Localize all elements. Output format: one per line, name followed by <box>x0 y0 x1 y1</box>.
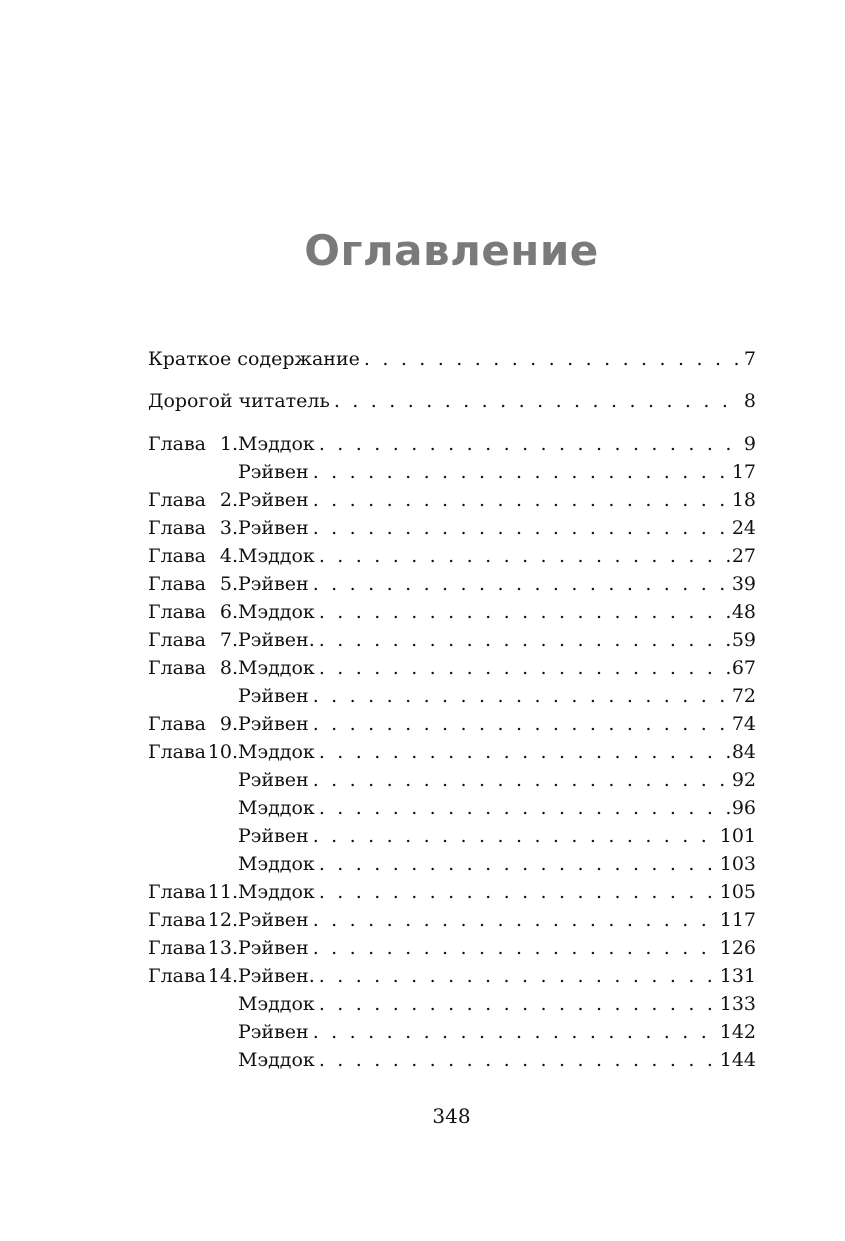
toc-entry-page: 105 <box>719 881 756 903</box>
chapter-number: 5. <box>219 573 238 595</box>
chapter-label <box>148 962 238 990</box>
chapter-number: 4. <box>219 545 238 567</box>
chapter-number: 1. <box>219 433 238 455</box>
toc-entry-title: Краткое содержание <box>148 348 360 370</box>
dot-leader <box>313 486 730 514</box>
toc-entry-title: Рэйвен <box>238 461 309 483</box>
toc-entry[interactable] <box>148 626 756 654</box>
chapter-label <box>148 542 238 570</box>
dot-leader <box>319 990 718 1018</box>
toc-entry-page: 8 <box>743 390 756 412</box>
toc-entry-title: Рэйвен <box>238 517 309 539</box>
chapter-number: 11. <box>207 881 238 903</box>
chapter-number: 10. <box>207 741 238 763</box>
toc-entry[interactable] <box>148 598 756 626</box>
toc-entry-title: Мэддок <box>238 1049 315 1071</box>
toc-entry-page: 17 <box>731 461 756 483</box>
chapter-number: 3. <box>219 517 238 539</box>
toc-entry-page: 101 <box>719 825 756 847</box>
toc-entry-title: Рэйвен. <box>238 965 315 987</box>
toc-entry[interactable] <box>148 458 756 486</box>
toc-entry-title: Мэддок <box>238 993 315 1015</box>
chapter-word: Глава <box>148 965 207 987</box>
toc-entry-page: 103 <box>719 853 756 875</box>
chapter-label <box>148 794 238 822</box>
toc-entry-title: Рэйвен <box>238 1021 309 1043</box>
dot-leader <box>334 386 742 416</box>
toc-entry[interactable] <box>148 766 756 794</box>
toc-entry-page: 131 <box>719 965 756 987</box>
dot-leader <box>313 766 730 794</box>
chapter-word: Глава <box>148 713 207 735</box>
chapter-number: 6. <box>219 601 238 623</box>
toc-entry-title: Мэддок <box>238 545 315 567</box>
toc-entry[interactable] <box>148 878 756 906</box>
chapter-number: 7. <box>219 629 238 651</box>
toc-entry-page: 48 <box>731 601 756 623</box>
dot-leader <box>319 430 742 458</box>
toc-entry-page: 84 <box>731 741 756 763</box>
chapter-word: Глава <box>148 489 207 511</box>
toc-entry-page: 27 <box>731 545 756 567</box>
toc-entry-title: Рэйвен <box>238 489 309 511</box>
chapter-word: Глава <box>148 629 207 651</box>
chapter-number: 12. <box>207 909 238 931</box>
toc-entry-page: 24 <box>731 517 756 539</box>
dot-leader <box>313 934 718 962</box>
chapter-label <box>148 570 238 598</box>
chapter-label <box>148 514 238 542</box>
toc-entry-title: Рэйвен <box>238 713 309 735</box>
chapter-word: Глава <box>148 881 207 903</box>
toc-entry-page: 72 <box>731 685 756 707</box>
toc-entry[interactable] <box>148 486 756 514</box>
toc-entry-title: Рэйвен <box>238 769 309 791</box>
chapter-label <box>148 822 238 850</box>
chapter-number: 8. <box>219 657 238 679</box>
dot-leader <box>319 850 718 878</box>
toc-entry-page: 144 <box>719 1049 756 1071</box>
chapter-label <box>148 1018 238 1046</box>
chapter-label <box>148 850 238 878</box>
chapter-word: Глава <box>148 909 207 931</box>
toc-entry-page: 142 <box>719 1021 756 1043</box>
toc-entry-page: 7 <box>743 348 756 370</box>
toc-entry[interactable] <box>148 934 756 962</box>
toc-entry-page: 96 <box>731 797 756 819</box>
toc-entry-page: 9 <box>743 433 756 455</box>
chapter-word: Глава <box>148 517 207 539</box>
chapter-word: Глава <box>148 545 207 567</box>
toc-entry[interactable] <box>148 990 756 1018</box>
dot-leader <box>319 1046 718 1074</box>
toc-entry-title: Мэддок <box>238 741 315 763</box>
chapter-label <box>148 934 238 962</box>
toc-entry-title: Мэддок <box>238 853 315 875</box>
page-number: 348 <box>432 1104 471 1128</box>
toc-entry-title: Рэйвен <box>238 685 309 707</box>
chapter-number: 14. <box>207 965 238 987</box>
chapter-label <box>148 682 238 710</box>
toc-entry[interactable] <box>148 738 756 766</box>
toc-entry[interactable] <box>148 822 756 850</box>
toc-entry-page: 39 <box>731 573 756 595</box>
chapter-word: Глава <box>148 573 207 595</box>
chapter-label <box>148 766 238 794</box>
dot-leader <box>319 626 730 654</box>
toc-entry-page: 59 <box>731 629 756 651</box>
chapter-label <box>148 430 238 458</box>
dot-leader <box>313 682 730 710</box>
chapter-label <box>148 654 238 682</box>
chapter-label <box>148 906 238 934</box>
toc-entry-title: Дорогой читатель <box>148 390 330 412</box>
chapter-label <box>148 710 238 738</box>
chapter-word: Глава <box>148 601 207 623</box>
chapter-word: Глава <box>148 741 207 763</box>
chapter-word: Глава <box>148 433 207 455</box>
toc-entry-title: Мэддок <box>238 657 315 679</box>
toc-entry[interactable] <box>148 344 756 374</box>
dot-leader <box>364 344 742 374</box>
chapter-label <box>148 626 238 654</box>
page-title: Оглавление <box>304 226 599 275</box>
chapter-label <box>148 878 238 906</box>
dot-leader <box>313 514 730 542</box>
toc-entry-title: Рэйвен <box>238 937 309 959</box>
toc-entry-title: Рэйвен <box>238 909 309 931</box>
toc-entry-title: Мэддок <box>238 881 315 903</box>
toc-entry[interactable] <box>148 850 756 878</box>
chapter-label <box>148 1046 238 1074</box>
toc-entry[interactable] <box>148 1046 756 1074</box>
toc-entry[interactable] <box>148 962 756 990</box>
toc-entry-title: Мэддок <box>238 797 315 819</box>
chapter-word: Глава <box>148 937 207 959</box>
toc-entry-page: 133 <box>719 993 756 1015</box>
toc-entry[interactable] <box>148 430 756 458</box>
toc-entry-page: 92 <box>731 769 756 791</box>
toc-entry[interactable] <box>148 386 756 416</box>
dot-leader <box>319 738 730 766</box>
toc-entry[interactable] <box>148 1018 756 1046</box>
dot-leader <box>319 598 730 626</box>
dot-leader <box>319 962 718 990</box>
toc-entry-page: 126 <box>719 937 756 959</box>
toc-entry-title: Мэддок <box>238 433 315 455</box>
toc-entry[interactable] <box>148 710 756 738</box>
chapter-label <box>148 598 238 626</box>
dot-leader <box>319 542 730 570</box>
chapter-label <box>148 738 238 766</box>
dot-leader <box>313 458 730 486</box>
toc-entry-page: 74 <box>731 713 756 735</box>
toc-entry[interactable] <box>148 906 756 934</box>
toc-entry[interactable] <box>148 654 756 682</box>
toc-entry[interactable] <box>148 794 756 822</box>
dot-leader <box>319 878 718 906</box>
toc-entry[interactable] <box>148 682 756 710</box>
dot-leader <box>313 906 718 934</box>
toc-entry-page: 18 <box>731 489 756 511</box>
chapter-word: Глава <box>148 657 207 679</box>
chapter-label <box>148 990 238 1018</box>
toc-entry-title: Рэйвен <box>238 573 309 595</box>
dot-leader <box>313 570 730 598</box>
toc-entry-title: Мэддок <box>238 601 315 623</box>
chapter-label <box>148 458 238 486</box>
toc-entry[interactable] <box>148 514 756 542</box>
toc-entry[interactable] <box>148 542 756 570</box>
toc-entry-page: 67 <box>731 657 756 679</box>
toc-entry-title: Рэйвен <box>238 825 309 847</box>
toc-entry-title: Рэйвен. <box>238 629 315 651</box>
chapter-number: 9. <box>219 713 238 735</box>
dot-leader <box>319 654 730 682</box>
toc-entry-page: 117 <box>719 909 756 931</box>
dot-leader <box>313 1018 718 1046</box>
toc-entry[interactable] <box>148 570 756 598</box>
dot-leader <box>319 794 730 822</box>
chapter-number: 2. <box>219 489 238 511</box>
chapter-number: 13. <box>207 937 238 959</box>
table-of-contents <box>148 344 756 1074</box>
dot-leader <box>313 710 730 738</box>
dot-leader <box>313 822 718 850</box>
chapter-label <box>148 486 238 514</box>
